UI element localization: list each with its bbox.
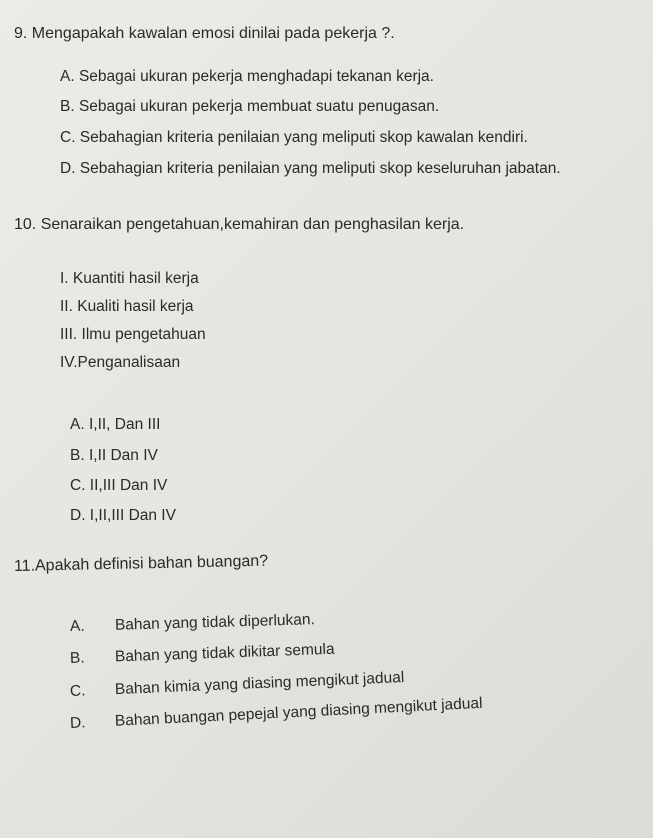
- question-11-option-b: [70, 640, 335, 669]
- question-10-item-1: I. Kuantiti hasil kerja: [60, 270, 199, 287]
- option-letter: C.: [69, 682, 86, 700]
- option-letter: A.: [69, 617, 85, 635]
- question-11-option-a: [70, 610, 315, 637]
- question-10-option-c: C. II,III Dan IV: [70, 477, 168, 494]
- option-text: Bahan kimia yang diasing mengikut jadual: [114, 668, 405, 699]
- option-letter: B.: [69, 649, 85, 667]
- question-10-option-d: D. I,II,III Dan IV: [70, 507, 176, 524]
- question-10-item-4: IV.Penganalisaan: [60, 354, 181, 371]
- question-11-option-c: [70, 668, 405, 702]
- question-10: 10. Senaraikan pengetahuan,kemahiran dan penghasilan kerja.: [14, 216, 465, 233]
- question-11: 11.Apakah definisi bahan buangan?: [13, 552, 269, 575]
- question-9: 9. Mengapakah kawalan emosi dinilai pada pekerja ?.: [14, 25, 395, 42]
- option-letter: D.: [69, 714, 86, 732]
- question-9-option-c: C. Sebahagian kriteria penilaian yang meliputi skop kawalan kendiri.: [60, 129, 528, 146]
- question-9-option-b: B. Sebagai ukuran pekerja membuat suatu penugasan.: [60, 98, 440, 115]
- option-text: Bahan buangan pepejal yang diasing mengikut jadual: [114, 694, 483, 730]
- question-10-item-2: II. Kualiti hasil kerja: [60, 298, 194, 315]
- question-10-item-3: III. Ilmu pengetahuan: [60, 326, 206, 343]
- question-11-option-d: [70, 694, 483, 734]
- question-9-option-a: A. Sebagai ukuran pekerja menghadapi tekanan kerja.: [60, 68, 434, 85]
- question-10-option-a: A. I,II, Dan III: [70, 416, 161, 433]
- question-9-option-d: D. Sebahagian kriteria penilaian yang meliputi skop keseluruhan jabatan.: [60, 160, 561, 177]
- option-text: Bahan yang tidak diperlukan.: [114, 611, 316, 634]
- option-text: Bahan yang tidak dikitar semula: [114, 640, 335, 666]
- question-10-option-b: B. I,II Dan IV: [70, 447, 158, 464]
